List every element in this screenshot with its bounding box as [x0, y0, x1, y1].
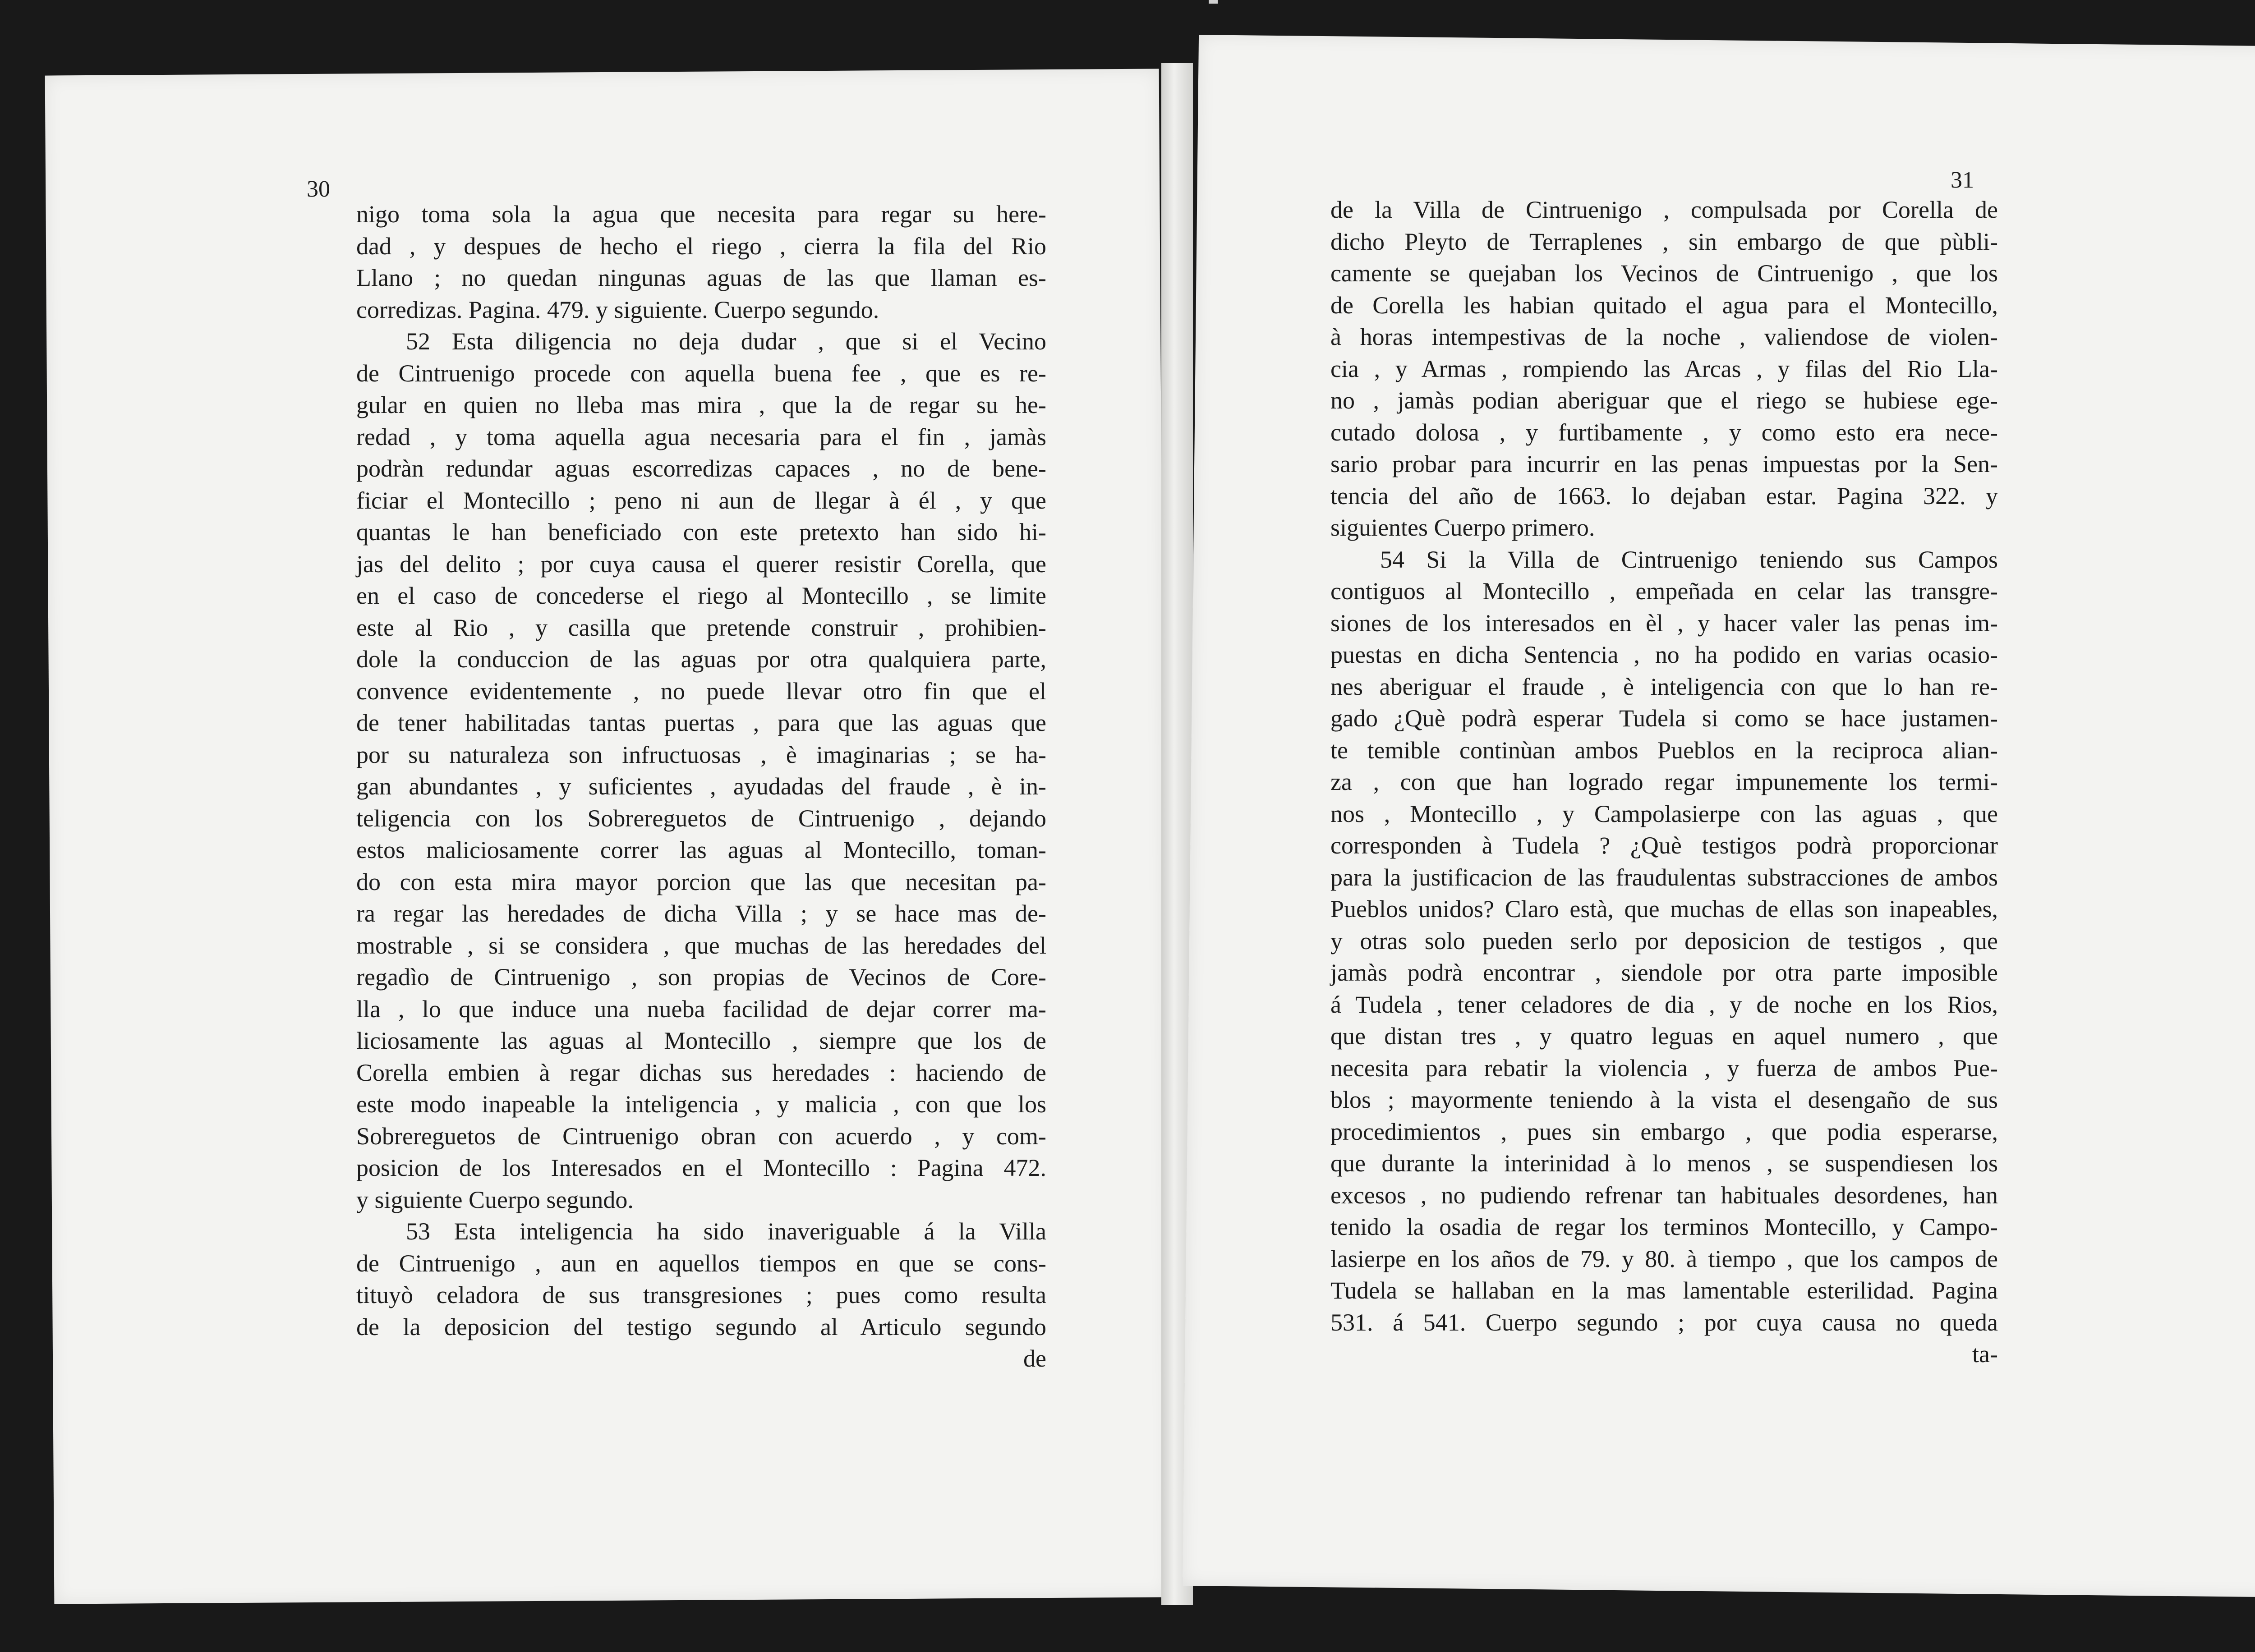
text-line: nes aberiguar el fraude , è inteligencia con que lo han re-: [1330, 673, 1998, 700]
text-line: para la justificacion de las fraudulentas substracciones de ambos: [1330, 863, 1998, 891]
text-line: do con esta mira mayor porcion que las que necesitan pa-: [356, 868, 1046, 895]
text-line: gular en quien no lleba mas mira , que la de regar su he-: [356, 391, 1046, 418]
text-line: este modo inapeable la inteligencia , y malicia , con que los: [356, 1091, 1046, 1118]
text-line: mostrable , si se considera , que muchas de las heredades del: [356, 932, 1046, 959]
text-line: posicion de los Interesados en el Montecillo : Pagina 472.: [356, 1154, 1046, 1181]
text-line: corredizas. Pagina. 479. y siguiente. Cuerpo segundo.: [356, 296, 879, 323]
text-line: za , con que han logrado regar impunemente los termi-: [1330, 768, 1998, 795]
text-line: sario probar para incurrir en las penas impuestas por la Sen-: [1330, 450, 1998, 477]
text-line: teligencia con los Sobrereguetos de Cintruenigo , dejando: [356, 804, 1046, 832]
text-line: regadìo de Cintruenigo , son propias de Vecinos de Core-: [356, 964, 1046, 991]
text-line: tituyò celadora de sus transgresiones ; pues como resulta: [356, 1281, 1046, 1308]
text-line: convence evidentemente , no puede llevar otro fin que el: [356, 677, 1046, 705]
text-line: de la Villa de Cintruenigo , compulsada por Corella de: [1330, 196, 1998, 223]
text-line: siguientes Cuerpo primero.: [1330, 514, 1595, 541]
text-line: redad , y toma aquella agua necesaria para el fin , jamàs: [356, 423, 1046, 450]
text-line: en el caso de concederse el riego al Montecillo , se limite: [356, 582, 1046, 609]
text-line: nos , Montecillo , y Campolasierpe con las aguas , que: [1330, 800, 1998, 827]
text-line: 54 Si la Villa de Cintruenigo teniendo sus Campos: [1380, 546, 1998, 573]
text-line: de la deposicion del testigo segundo al Articulo segundo: [356, 1313, 1046, 1340]
text-line: lasierpe en los años de 79. y 80. à tiempo , que los campos de: [1330, 1245, 1998, 1272]
text-line: este al Rio , y casilla que pretende construir , prohibien-: [356, 614, 1046, 641]
scan-edge-mark: [1209, 0, 1218, 4]
text-line: á Tudela , tener celadores de dia , y de noche en los Rios,: [1330, 991, 1998, 1018]
left-page-number: 30: [307, 176, 330, 202]
text-line: de tener habilitadas tantas puertas , para que las aguas que: [356, 709, 1046, 736]
text-line: por su naturaleza son infructuosas , è imaginarias ; se ha-: [356, 741, 1046, 768]
text-line: necesita para rebatir la violencia , y fuerza de ambos Pue-: [1330, 1054, 1998, 1082]
text-line: 53 Esta inteligencia ha sido inaveriguable á la Villa: [406, 1218, 1046, 1245]
text-line: blos ; mayormente teniendo à la vista el desengaño de sus: [1330, 1086, 1998, 1113]
text-line: jas del delito ; por cuya causa el querer resistir Corella, que: [356, 550, 1046, 578]
text-line: liciosamente las aguas al Montecillo , siempre que los de: [356, 1027, 1046, 1054]
text-line: y siguiente Cuerpo segundo.: [356, 1186, 634, 1213]
text-line: que durante la interinidad à lo menos , se suspendiesen los: [1330, 1150, 1998, 1177]
text-line: 531. á 541. Cuerpo segundo ; por cuya causa no queda: [1330, 1308, 1998, 1336]
text-line: Tudela se hallaban en la mas lamentable esterilidad. Pagina: [1330, 1277, 1998, 1304]
text-line: de Corella les habian quitado el agua para el Montecillo,: [1330, 291, 1998, 319]
text-line: ta-: [1972, 1340, 1998, 1367]
text-line: jamàs podrà encontrar , siendole por otra parte imposible: [1330, 959, 1998, 986]
text-line: te temible continùan ambos Pueblos en la reciproca alian-: [1330, 736, 1998, 764]
text-line: puestas en dicha Sentencia , no ha podido en varias ocasio-: [1330, 641, 1998, 668]
text-line: dad , y despues de hecho el riego , cierra la fila del Rio: [356, 232, 1046, 260]
text-line: excesos , no pudiendo refrenar tan habituales desordenes, han: [1330, 1181, 1998, 1209]
text-line: que distan tres , y quatro leguas en aquel numero , que: [1330, 1023, 1998, 1050]
text-line: Llano ; no quedan ningunas aguas de las que llaman es-: [356, 264, 1046, 291]
text-line: 52 Esta diligencia no deja dudar , que si el Vecino: [406, 328, 1046, 355]
text-line: ra regar las heredades de dicha Villa ; y se hace mas de-: [356, 900, 1046, 927]
text-line: dole la conduccion de las aguas por otra qualquiera parte,: [356, 646, 1046, 673]
text-line: estos maliciosamente correr las aguas al Montecillo, toman-: [356, 836, 1046, 863]
text-line: cia , y Armas , rompiendo las Arcas , y filas del Rio Lla-: [1330, 355, 1998, 382]
text-line: cutado dolosa , y furtibamente , y como esto era nece-: [1330, 418, 1998, 446]
text-line: dicho Pleyto de Terraplenes , sin embargo de que pùbli-: [1330, 228, 1998, 255]
text-line: Sobrereguetos de Cintruenigo obran con acuerdo , y com-: [356, 1122, 1046, 1150]
text-line: corresponden à Tudela ? ¿Què testigos podrà proporcionar: [1330, 832, 1998, 859]
text-line: siones de los interesados en èl , y hacer valer las penas im-: [1330, 609, 1998, 637]
text-line: camente se quejaban los Vecinos de Cintruenigo , que los: [1330, 260, 1998, 287]
right-page-number: 31: [1951, 167, 1974, 193]
text-line: ficiar el Montecillo ; peno ni aun de llegar à él , y que: [356, 486, 1046, 514]
text-line: nigo toma sola la agua que necesita para regar su here-: [356, 201, 1046, 228]
text-line: tenido la osadia de regar los terminos Montecillo, y Campo-: [1330, 1213, 1998, 1240]
text-line: de Cintruenigo procede con aquella buena fee , que es re-: [356, 359, 1046, 387]
text-line: lla , lo que induce una nueba facilidad de dejar correr ma-: [356, 995, 1046, 1023]
text-line: gado ¿Què podrà esperar Tudela si como se hace justamen-: [1330, 705, 1998, 732]
left-page-text: [356, 198, 1046, 1375]
text-line: procedimientos , pues sin embargo , que podia esperarse,: [1330, 1118, 1998, 1145]
text-line: de: [1023, 1345, 1046, 1372]
text-line: de Cintruenigo , aun en aquellos tiempos en que se cons-: [356, 1249, 1046, 1277]
text-line: podràn redundar aguas escorredizas capaces , no de bene-: [356, 455, 1046, 482]
text-line: no , jamàs podian aberiguar que el riego se hubiese ege-: [1330, 387, 1998, 414]
text-line: quantas le han beneficiado con este pretexto han sido hi-: [356, 519, 1046, 546]
text-line: à horas intempestivas de la noche , valiendose de violen-: [1330, 323, 1998, 350]
right-page-text: [1330, 194, 1998, 1370]
text-line: Corella embien à regar dichas sus heredades : haciendo de: [356, 1059, 1046, 1086]
text-line: tencia del año de 1663. lo dejaban estar. Pagina 322. y: [1330, 482, 1998, 509]
text-line: Pueblos unidos? Claro està, que muchas de ellas son inapeables,: [1330, 895, 1998, 922]
text-line: gan abundantes , y suficientes , ayudadas del fraude , è in-: [356, 773, 1046, 800]
text-line: y otras solo pueden serlo por deposicion de testigos , que: [1330, 927, 1998, 954]
text-line: contiguos al Montecillo , empeñada en celar las transgre-: [1330, 578, 1998, 605]
